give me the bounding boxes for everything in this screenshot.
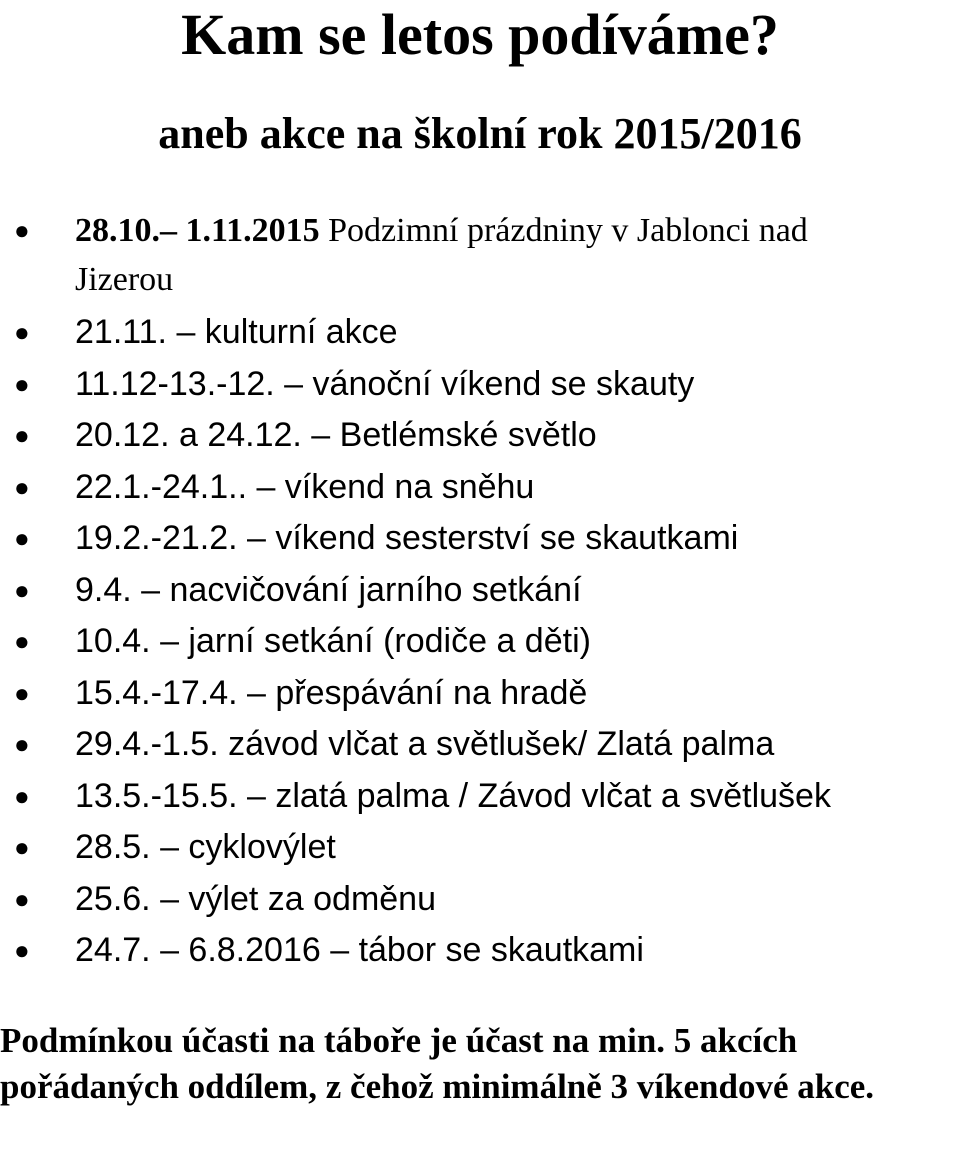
participation-note: Podmínkou účasti na táboře je účast na min. 5 akcích pořádaných oddílem, z čehož minimálně 3 víkendové akce.: [0, 1021, 875, 1106]
event-text: 25.6. – výlet za odměnu: [75, 879, 437, 918]
bullet-icon: ●: [14, 883, 30, 914]
event-text: 19.2.-21.2. – víkend sesterství se skautkami: [75, 519, 739, 557]
bullet-icon: ●: [14, 677, 30, 708]
bullet-icon: ●: [14, 317, 30, 347]
bullet-icon: ●: [14, 935, 30, 965]
event-text: 22.1.-24.1.. – víkend na sněhu: [75, 467, 535, 506]
event-text: 10.4. – jarní setkání (rodiče a děti): [75, 622, 591, 660]
page-title: Kam se letos podíváme?: [181, 2, 779, 67]
events-list: [0, 206, 960, 977]
event-text: 15.4.-17.4. – přespávání na hradě: [75, 673, 588, 712]
bullet-icon: ●: [14, 729, 30, 759]
list-item: [0, 616, 960, 668]
event-text: Podzimní prázdniny v Jablonci nad Jizerou: [75, 212, 808, 298]
list-item: [0, 771, 960, 823]
event-text: 11.12-13.-12. – vánoční víkend se skauty: [75, 364, 695, 403]
bullet-icon: ●: [14, 626, 30, 656]
list-item: [0, 206, 905, 304]
list-item: [0, 307, 960, 359]
list-item: [0, 822, 960, 874]
bullet-icon: ●: [14, 832, 30, 862]
list-item: [0, 925, 960, 977]
bullet-icon: ●: [14, 215, 30, 245]
bullet-icon: ●: [14, 471, 30, 502]
bullet-icon: ●: [14, 523, 30, 553]
event-text: 9.4. – nacvičování jarního setkání: [75, 570, 582, 609]
page-subtitle: aneb akce na školní rok 2015/2016: [158, 109, 802, 158]
event-text: 13.5.-15.5. – zlatá palma / Závod vlčat a světlušek: [75, 776, 831, 815]
list-item: [0, 359, 960, 411]
event-text: 24.7. – 6.8.2016 – tábor se skautkami: [75, 931, 644, 969]
list-item: [0, 565, 960, 617]
bullet-icon: ●: [14, 368, 30, 399]
bullet-icon: ●: [14, 574, 30, 605]
event-text: 21.11. – kulturní akce: [75, 313, 398, 351]
bullet-icon: ●: [14, 780, 30, 811]
list-item: [0, 874, 960, 926]
bullet-icon: ●: [14, 420, 30, 450]
list-item: [0, 410, 960, 462]
list-item: [0, 668, 960, 720]
list-item: [0, 462, 960, 514]
event-text: 28.5. – cyklovýlet: [75, 828, 336, 866]
event-text: 20.12. a 24.12. – Betlémské světlo: [75, 416, 597, 454]
list-item: [0, 719, 960, 771]
event-text: 29.4.-1.5. závod vlčat a světlušek/ Zlatá palma: [75, 725, 775, 763]
list-item: [0, 513, 960, 565]
event-date: 28.10.– 1.11.2015: [75, 212, 320, 249]
